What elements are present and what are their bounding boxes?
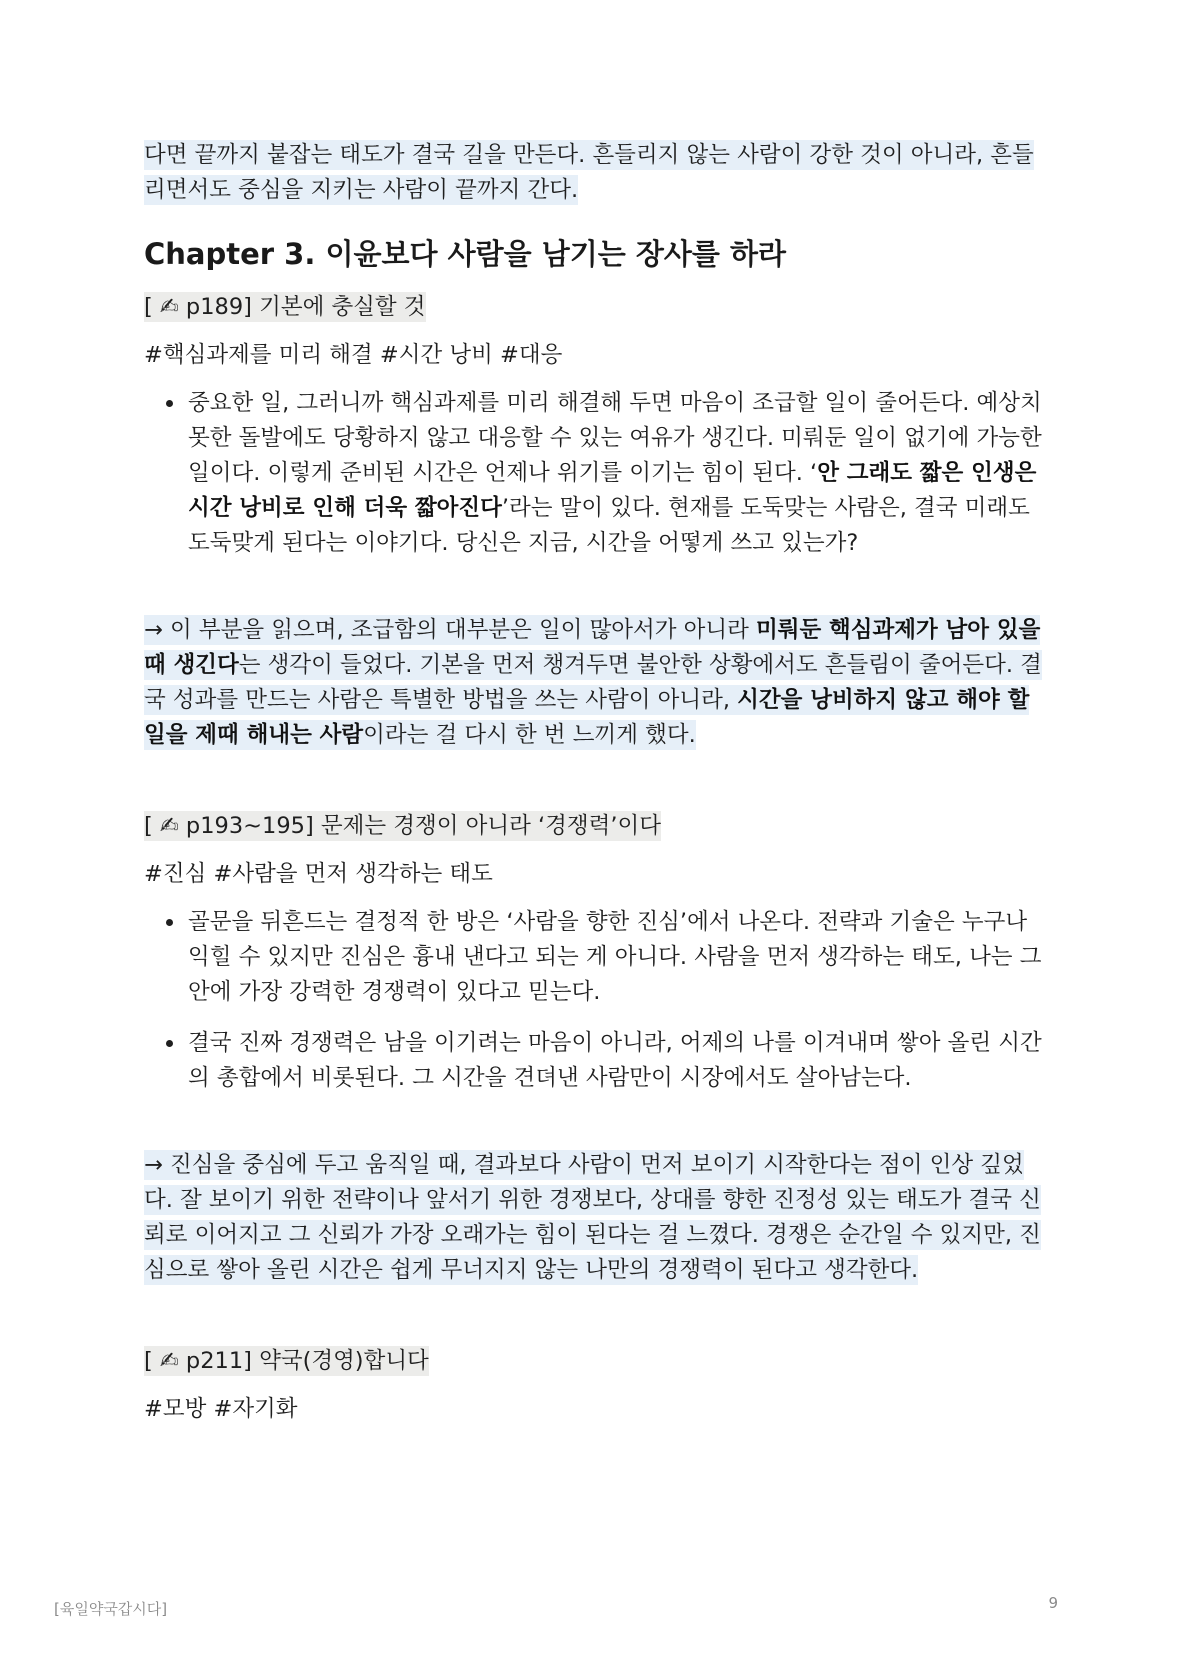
section2-reference-text: [ ✍ p193~195] 문제는 경쟁이 아니라 ‘경쟁력’이다 [144, 813, 661, 839]
section1-bullet-list [144, 386, 1044, 561]
section2-reference [144, 809, 1044, 843]
section2-reflection-highlight: → 진심을 중심에 두고 움직일 때, 결과보다 사람이 먼저 보이기 시작한다는 점이 인상 깊었다. 잘 보이기 위한 전략이나 앞서기 위한 경쟁보다, 상대를 향한 진정성 있는 태도가 결국 신뢰로 이어지고 그 신뢰가 가장 오래가는 힘이 된다는 걸 느꼈다. 경쟁은 순간일 수 있지만, 진심으로 쌓아 올린 시간은 쉽게 무너지지 않는 나만의 경쟁력이 된다고 생각한다. [144, 1152, 1041, 1283]
section3-reference [144, 1344, 1044, 1378]
section2-bullet-2: • 결국 진짜 경쟁력은 남을 이기려는 마음이 아니라, 어제의 나를 이겨내며 쌓아 올린 시간의 총합에서 비롯된다. 그 시간을 견뎌낸 사람만이 시장에서도 살아남는다. [186, 1026, 1044, 1096]
section1-tags: #핵심과제를 미리 해결 #시간 낭비 #대응 [144, 342, 563, 368]
page-number: 9 [1048, 1594, 1058, 1612]
section2-bullet-1: • 골문을 뒤흔드는 결정적 한 방은 ‘사람을 향한 진심’에서 나온다. 전략과 기술은 누구나 익힐 수 있지만 진심은 흉내 낸다고 되는 게 아니다. 사람을 먼저 생각하는 태도, 나는 그 안에 가장 강력한 경쟁력이 있다고 믿는다. [186, 905, 1044, 1010]
footer-title: [육일약국갑시다] [54, 1600, 168, 1618]
chapter-heading: Chapter 3. 이윤보다 사람을 남기는 장사를 하라 [144, 237, 787, 271]
intro-highlight: 다면 끝까지 붙잡는 태도가 결국 길을 만든다. 흔들리지 않는 사람이 강한 것이 아니라, 흔들리면서도 중심을 지키는 사람이 끝까지 간다. [144, 142, 1034, 203]
section1-reflection-text-a: → 이 부분을 읽으며, 조급함의 대부분은 일이 많아서가 아니라 [144, 617, 757, 643]
section1-reflection-text-b: 는 생각이 들었다. 기본을 먼저 챙겨두면 불안한 상황에서도 흔들림이 줄어든다. 결국 성과를 만드는 사람은 특별한 방법을 쓰는 사람이 아니라, [144, 652, 1042, 713]
section1-bullet-1 [186, 386, 1044, 561]
section1-bullet-1-text-b: ’라는 말이 있다. 현재를 도둑맞는 사람은, 결국 미래도 도둑맞게 된다는 이야기다. 당신은 지금, 시간을 어떻게 쓰고 있는가? [188, 495, 1030, 556]
section1-reflection-bold-2: 시간을 낭비하지 않고 해야 할 일을 제때 해내는 사람 [144, 687, 1030, 748]
section2-tags: #진심 #사람을 먼저 생각하는 태도 [144, 861, 493, 887]
document-page [144, 138, 1044, 1440]
intro-paragraph [144, 138, 1044, 208]
section1-reference [144, 290, 1044, 324]
section1-reflection-highlight [144, 615, 1042, 750]
section3-reference-text: [ ✍ p211] 약국(경영)합니다 [144, 1348, 429, 1374]
section1-bullet-1-text-a: 중요한 일, 그러니까 핵심과제를 미리 해결해 두면 마음이 조급할 일이 줄어든다. 예상치 못한 돌발에도 당황하지 않고 대응할 수 있는 여유가 생긴다. 미뤄둔 일이 없기에 가능한 일이다. 이렇게 준비된 시간은 언제나 위기를 이기는 힘이 된다. ‘ [188, 390, 1042, 486]
section2-bullet-list [144, 905, 1044, 1096]
section1-reflection-text-c: 이라는 걸 다시 한 번 느끼게 했다. [363, 722, 696, 748]
section1-reference-text: [ ✍ p189] 기본에 충실할 것 [144, 294, 426, 320]
section3-tags: #모방 #자기화 [144, 1396, 298, 1422]
section2-reflection [144, 1148, 1044, 1288]
section1-reflection [144, 613, 1044, 753]
section1-reflection-bold-1: 미뤄둔 핵심과제가 남아 있을 때 생긴다 [144, 617, 1041, 678]
section1-bullet-1-bold: 안 그래도 짧은 인생은 시간 낭비로 인해 더욱 짧아진다 [188, 460, 1037, 521]
